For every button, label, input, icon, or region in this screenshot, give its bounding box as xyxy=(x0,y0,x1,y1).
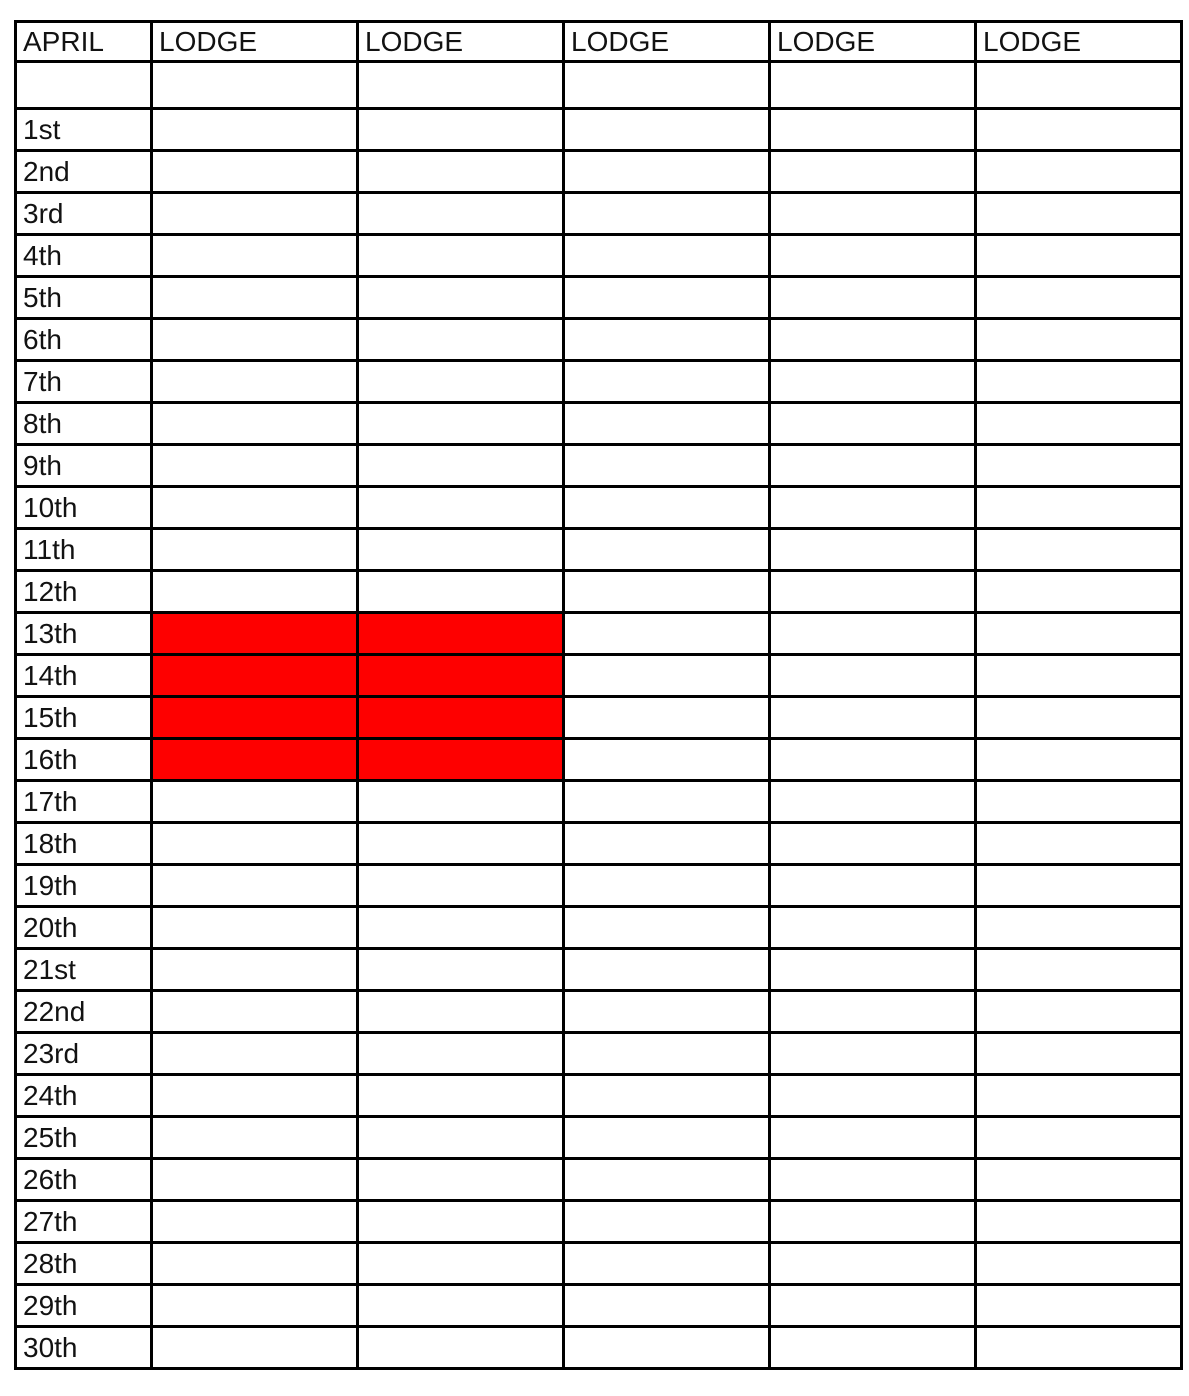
lodge-cell xyxy=(976,613,1182,655)
lodge-cell xyxy=(976,277,1182,319)
table-row xyxy=(16,1243,1182,1285)
lodge-cell xyxy=(152,1285,358,1327)
lodge-cell xyxy=(564,109,770,151)
lodge-cell xyxy=(358,697,564,739)
lodge-cell xyxy=(770,1327,976,1369)
lodge-cell xyxy=(770,1285,976,1327)
lodge-cell xyxy=(976,697,1182,739)
lodge-cell xyxy=(770,319,976,361)
table-row xyxy=(16,865,1182,907)
lodge-cell xyxy=(770,907,976,949)
lodge-cell xyxy=(564,949,770,991)
table-row xyxy=(16,949,1182,991)
date-cell: 4th xyxy=(16,235,152,277)
lodge-cell xyxy=(564,865,770,907)
table-body xyxy=(16,62,1182,1369)
lodge-cell xyxy=(564,907,770,949)
lodge-cell xyxy=(358,361,564,403)
lodge-cell xyxy=(358,1201,564,1243)
lodge-cell xyxy=(358,277,564,319)
lodge-cell xyxy=(152,991,358,1033)
lodge-cell xyxy=(358,487,564,529)
lodge-cell xyxy=(152,1159,358,1201)
lodge-cell xyxy=(564,277,770,319)
lodge-cell xyxy=(152,529,358,571)
date-cell: 8th xyxy=(16,403,152,445)
lodge-cell xyxy=(770,697,976,739)
lodge-cell xyxy=(976,1117,1182,1159)
lodge-cell xyxy=(770,235,976,277)
lodge-cell xyxy=(976,991,1182,1033)
lodge-cell xyxy=(770,571,976,613)
lodge-cell xyxy=(358,193,564,235)
lodge-cell xyxy=(358,907,564,949)
table-row xyxy=(16,697,1182,739)
date-cell: 16th xyxy=(16,739,152,781)
lodge-cell xyxy=(976,1075,1182,1117)
lodge-cell xyxy=(976,151,1182,193)
table-row xyxy=(16,991,1182,1033)
blank-cell xyxy=(152,62,358,109)
date-cell: 23rd xyxy=(16,1033,152,1075)
lodge-cell xyxy=(976,739,1182,781)
lodge-cell xyxy=(358,865,564,907)
lodge-cell xyxy=(976,823,1182,865)
table-row xyxy=(16,1285,1182,1327)
table-row xyxy=(16,1117,1182,1159)
blank-cell xyxy=(770,62,976,109)
date-cell: 15th xyxy=(16,697,152,739)
lodge-cell xyxy=(358,1243,564,1285)
lodge-cell xyxy=(152,361,358,403)
lodge-cell xyxy=(152,823,358,865)
lodge-cell xyxy=(976,193,1182,235)
table-row xyxy=(16,1075,1182,1117)
table-row xyxy=(16,403,1182,445)
table-row xyxy=(16,1159,1182,1201)
lodge-cell xyxy=(564,1327,770,1369)
date-cell: 26th xyxy=(16,1159,152,1201)
lodge-cell xyxy=(976,907,1182,949)
lodge-cell xyxy=(770,823,976,865)
lodge-cell xyxy=(564,1033,770,1075)
table-row xyxy=(16,277,1182,319)
date-cell: 19th xyxy=(16,865,152,907)
table-row xyxy=(16,781,1182,823)
lodge-cell xyxy=(976,529,1182,571)
lodge-cell xyxy=(770,1243,976,1285)
lodge-cell xyxy=(564,571,770,613)
table-row xyxy=(16,907,1182,949)
date-cell: 14th xyxy=(16,655,152,697)
lodge-cell xyxy=(770,403,976,445)
lodge-cell xyxy=(564,1243,770,1285)
lodge-cell xyxy=(564,235,770,277)
lodge-cell xyxy=(358,739,564,781)
lodge-cell xyxy=(770,1033,976,1075)
lodge-cell xyxy=(152,697,358,739)
lodge-cell xyxy=(976,319,1182,361)
blank-row xyxy=(16,62,1182,109)
lodge-cell xyxy=(976,1243,1182,1285)
lodge-cell xyxy=(358,445,564,487)
lodge-cell xyxy=(358,949,564,991)
lodge-cell xyxy=(564,613,770,655)
lodge-cell xyxy=(152,1075,358,1117)
lodge-cell xyxy=(564,781,770,823)
lodge-cell xyxy=(152,403,358,445)
lodge-cell xyxy=(770,1201,976,1243)
lodge-cell xyxy=(152,1033,358,1075)
lodge-cell xyxy=(152,949,358,991)
lodge-cell xyxy=(152,319,358,361)
lodge-cell xyxy=(564,403,770,445)
lodge-cell xyxy=(152,193,358,235)
lodge-cell xyxy=(564,319,770,361)
table-row xyxy=(16,739,1182,781)
lodge-cell xyxy=(358,613,564,655)
date-cell: 7th xyxy=(16,361,152,403)
date-cell: 21st xyxy=(16,949,152,991)
lodge-cell xyxy=(358,655,564,697)
lodge-cell xyxy=(770,865,976,907)
blank-cell xyxy=(564,62,770,109)
lodge-cell xyxy=(770,277,976,319)
lodge-cell xyxy=(770,991,976,1033)
lodge-header-cell: LODGE xyxy=(770,22,976,62)
lodge-cell xyxy=(976,1327,1182,1369)
table-row xyxy=(16,109,1182,151)
table-row xyxy=(16,193,1182,235)
lodge-cell xyxy=(358,1033,564,1075)
lodge-cell xyxy=(358,529,564,571)
lodge-cell xyxy=(564,193,770,235)
lodge-cell xyxy=(358,235,564,277)
table-row xyxy=(16,613,1182,655)
lodge-cell xyxy=(976,445,1182,487)
date-cell: 13th xyxy=(16,613,152,655)
lodge-cell xyxy=(152,1243,358,1285)
blank-cell xyxy=(358,62,564,109)
lodge-cell xyxy=(152,781,358,823)
table-row xyxy=(16,823,1182,865)
lodge-cell xyxy=(358,109,564,151)
lodge-cell xyxy=(152,1327,358,1369)
lodge-cell xyxy=(152,277,358,319)
lodge-cell xyxy=(152,613,358,655)
date-cell: 30th xyxy=(16,1327,152,1369)
date-cell: 3rd xyxy=(16,193,152,235)
table-row xyxy=(16,319,1182,361)
table-row xyxy=(16,1327,1182,1369)
lodge-cell xyxy=(976,109,1182,151)
lodge-cell xyxy=(770,1159,976,1201)
date-cell: 29th xyxy=(16,1285,152,1327)
date-cell: 25th xyxy=(16,1117,152,1159)
lodge-cell xyxy=(564,655,770,697)
lodge-cell xyxy=(152,571,358,613)
date-cell: 6th xyxy=(16,319,152,361)
table-row xyxy=(16,1033,1182,1075)
lodge-cell xyxy=(770,781,976,823)
date-cell: 2nd xyxy=(16,151,152,193)
lodge-cell xyxy=(976,781,1182,823)
lodge-cell xyxy=(358,1327,564,1369)
date-cell: 24th xyxy=(16,1075,152,1117)
lodge-cell xyxy=(358,1075,564,1117)
lodge-cell xyxy=(770,361,976,403)
lodge-cell xyxy=(152,1201,358,1243)
lodge-cell xyxy=(976,1033,1182,1075)
table-row xyxy=(16,151,1182,193)
lodge-cell xyxy=(358,823,564,865)
lodge-cell xyxy=(770,739,976,781)
lodge-cell xyxy=(770,613,976,655)
date-cell: 11th xyxy=(16,529,152,571)
lodge-cell xyxy=(770,193,976,235)
lodge-cell xyxy=(976,403,1182,445)
lodge-cell xyxy=(564,1201,770,1243)
lodge-cell xyxy=(564,1159,770,1201)
lodge-cell xyxy=(770,487,976,529)
lodge-cell xyxy=(770,949,976,991)
lodge-cell xyxy=(564,1117,770,1159)
date-cell: 10th xyxy=(16,487,152,529)
lodge-header-cell: LODGE xyxy=(358,22,564,62)
lodge-cell xyxy=(358,151,564,193)
lodge-cell xyxy=(770,445,976,487)
lodge-cell xyxy=(152,151,358,193)
lodge-cell xyxy=(770,655,976,697)
date-cell: 5th xyxy=(16,277,152,319)
lodge-cell xyxy=(358,403,564,445)
lodge-cell xyxy=(564,445,770,487)
table-row xyxy=(16,445,1182,487)
table-row xyxy=(16,487,1182,529)
lodge-cell xyxy=(564,487,770,529)
lodge-cell xyxy=(152,487,358,529)
lodge-cell xyxy=(152,235,358,277)
lodge-cell xyxy=(976,949,1182,991)
blank-cell xyxy=(16,62,152,109)
lodge-cell xyxy=(976,571,1182,613)
date-cell: 20th xyxy=(16,907,152,949)
lodge-cell xyxy=(152,109,358,151)
lodge-cell xyxy=(152,865,358,907)
lodge-cell xyxy=(358,319,564,361)
lodge-cell xyxy=(564,697,770,739)
april-lodge-table xyxy=(14,20,1183,1370)
lodge-cell xyxy=(564,1075,770,1117)
blank-cell xyxy=(976,62,1182,109)
table-row xyxy=(16,571,1182,613)
lodge-cell xyxy=(152,907,358,949)
lodge-header-cell: LODGE xyxy=(152,22,358,62)
date-cell: 1st xyxy=(16,109,152,151)
lodge-cell xyxy=(976,865,1182,907)
lodge-cell xyxy=(564,1285,770,1327)
lodge-cell xyxy=(152,445,358,487)
table-row xyxy=(16,529,1182,571)
date-cell: 28th xyxy=(16,1243,152,1285)
header-row xyxy=(16,22,1182,62)
lodge-cell xyxy=(976,1285,1182,1327)
lodge-cell xyxy=(976,235,1182,277)
table-row xyxy=(16,361,1182,403)
lodge-cell xyxy=(564,529,770,571)
date-cell: 18th xyxy=(16,823,152,865)
lodge-cell xyxy=(358,1285,564,1327)
lodge-cell xyxy=(358,571,564,613)
lodge-cell xyxy=(770,1117,976,1159)
lodge-cell xyxy=(358,1159,564,1201)
lodge-cell xyxy=(152,1117,358,1159)
date-cell: 12th xyxy=(16,571,152,613)
date-cell: 9th xyxy=(16,445,152,487)
lodge-header-cell: LODGE xyxy=(564,22,770,62)
lodge-cell xyxy=(770,151,976,193)
lodge-cell xyxy=(976,655,1182,697)
lodge-cell xyxy=(152,655,358,697)
date-cell: 22nd xyxy=(16,991,152,1033)
lodge-header-cell: LODGE xyxy=(976,22,1182,62)
lodge-cell xyxy=(564,991,770,1033)
lodge-cell xyxy=(358,1117,564,1159)
month-header-cell: APRIL xyxy=(16,22,152,62)
table-row xyxy=(16,235,1182,277)
lodge-cell xyxy=(358,991,564,1033)
lodge-cell xyxy=(358,781,564,823)
lodge-cell xyxy=(770,529,976,571)
lodge-cell xyxy=(152,739,358,781)
date-cell: 27th xyxy=(16,1201,152,1243)
lodge-cell xyxy=(564,361,770,403)
lodge-cell xyxy=(976,361,1182,403)
lodge-cell xyxy=(770,1075,976,1117)
lodge-cell xyxy=(976,1159,1182,1201)
lodge-cell xyxy=(976,487,1182,529)
lodge-cell xyxy=(976,1201,1182,1243)
lodge-cell xyxy=(770,109,976,151)
lodge-cell xyxy=(564,823,770,865)
lodge-cell xyxy=(564,151,770,193)
table-row xyxy=(16,655,1182,697)
date-cell: 17th xyxy=(16,781,152,823)
lodge-cell xyxy=(564,739,770,781)
table-row xyxy=(16,1201,1182,1243)
